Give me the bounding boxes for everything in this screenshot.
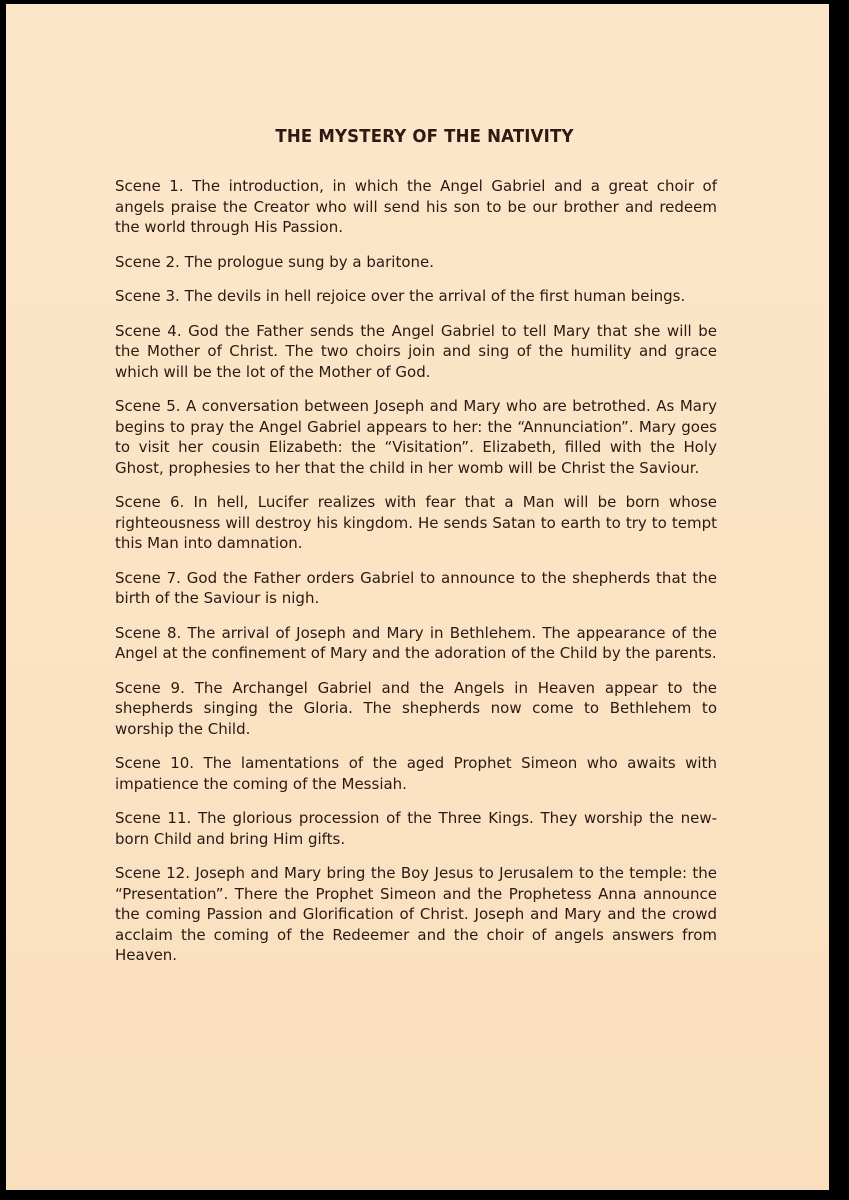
scene-8-paragraph: Scene 8. The arrival of Joseph and Mary in Bethlehem. The appearance of the Angel at the confinement of Mary and the adoration of the Child by the parents. bbox=[115, 623, 717, 662]
scene-11-paragraph: Scene 11. The glorious procession of the Three Kings. They worship the new-born Child and bring Him gifts. bbox=[115, 809, 717, 848]
document-title: THE MYSTERY OF THE NATIVITY bbox=[275, 126, 574, 147]
scene-10-paragraph: Scene 10. The lamentations of the aged Prophet Simeon who awaits with impatience the coming of the Messiah. bbox=[115, 754, 717, 793]
scene-2-paragraph: Scene 2. The prologue sung by a baritone. bbox=[115, 252, 435, 271]
scene-5-paragraph: Scene 5. A conversation between Joseph and Mary who are betrothed. As Mary begins to pray the Angel Gabriel appears to her: the “Annunciation”. Mary goes to visit her cousin Elizabeth: the “Visitation”. Elizabeth, filled with the Holy Ghost, prophesies to her that the child in her womb will be Christ the Saviour. bbox=[115, 397, 717, 477]
scene-9-paragraph: Scene 9. The Archangel Gabriel and the Angels in Heaven appear to the shepherds singing the Gloria. The shepherds now come to Bethlehem to worship the Child. bbox=[115, 678, 717, 738]
scene-1-paragraph: Scene 1. The introduction, in which the Angel Gabriel and a great choir of angels praise the Creator who will send his son to be our brother and redeem the world through His Passion. bbox=[115, 177, 717, 236]
scene-list bbox=[115, 176, 717, 980]
scene-7-paragraph: Scene 7. God the Father orders Gabriel to announce to the shepherds that the birth of the Saviour is nigh. bbox=[115, 568, 717, 607]
scene-3-paragraph: Scene 3. The devils in hell rejoice over the arrival of the first human beings. bbox=[115, 287, 686, 305]
scene-12-paragraph: Scene 12. Joseph and Mary bring the Boy Jesus to Jerusalem to the temple: the “Presentation”. There the Prophet Simeon and the Prophetess Anna announce the coming Passion and Glorification of Christ. Joseph and Mary and the crowd acclaim the coming of the Redeemer and the choir of angels answers from Heaven. bbox=[115, 864, 717, 964]
scene-4-paragraph: Scene 4. God the Father sends the Angel Gabriel to tell Mary that she will be the Mother of Christ. The two choirs join and sing of the humility and grace which will be the lot of the Mother of God. bbox=[115, 321, 717, 381]
scene-6-paragraph: Scene 6. In hell, Lucifer realizes with fear that a Man will be born whose righteousness will destroy his kingdom. He sends Satan to earth to try to tempt this Man into damnation. bbox=[115, 493, 717, 552]
